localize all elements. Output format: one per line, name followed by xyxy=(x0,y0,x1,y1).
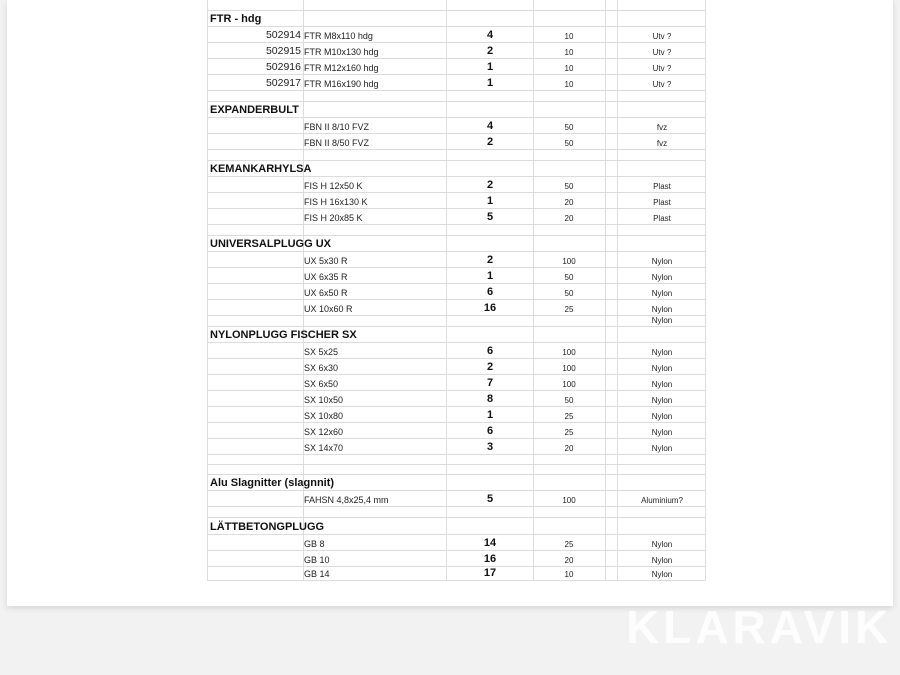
material: fvz xyxy=(656,123,668,132)
column-divider xyxy=(617,455,618,464)
column-divider xyxy=(303,507,304,517)
pack-size xyxy=(533,316,605,326)
pack-size: 10 xyxy=(564,32,574,41)
item-description: FTR M10x130 hdg xyxy=(304,47,379,57)
column-divider xyxy=(605,75,606,90)
column-divider xyxy=(605,0,606,10)
article-code xyxy=(208,316,301,326)
material: Nylon xyxy=(651,412,673,421)
pack-size: 50 xyxy=(564,123,574,132)
table-row xyxy=(207,75,706,91)
column-divider xyxy=(605,316,606,326)
column-divider xyxy=(617,507,618,517)
article-code xyxy=(208,252,301,267)
item-description: GB 14 xyxy=(304,569,330,579)
section-header-row xyxy=(207,518,706,535)
column-divider xyxy=(605,391,606,406)
column-divider xyxy=(605,268,606,283)
pack-size: 20 xyxy=(564,214,574,223)
pack-size: 100 xyxy=(562,364,576,373)
column-divider xyxy=(303,316,304,326)
item-description: FTR M16x190 hdg xyxy=(304,79,379,89)
material: Utv ? xyxy=(652,32,672,41)
column-divider xyxy=(303,91,304,101)
column-divider xyxy=(617,102,618,117)
quantity: 2 xyxy=(486,361,494,373)
item-description: FTR M8x110 hdg xyxy=(304,31,373,41)
material: Nylon xyxy=(651,305,673,314)
blank-row xyxy=(207,455,706,465)
column-divider xyxy=(617,225,618,235)
column-divider xyxy=(605,118,606,133)
pack-size: 100 xyxy=(562,380,576,389)
table-row xyxy=(207,177,706,193)
material: Utv ? xyxy=(652,64,672,73)
table-row xyxy=(207,27,706,43)
watermark-logo: KLARAVIK xyxy=(626,601,893,653)
column-divider xyxy=(605,343,606,358)
column-divider xyxy=(617,0,618,10)
pack-size: 100 xyxy=(562,348,576,357)
article-code xyxy=(208,407,301,422)
table-row xyxy=(207,439,706,455)
column-divider xyxy=(533,102,534,117)
column-divider xyxy=(617,91,618,101)
pack-size: 50 xyxy=(564,139,574,148)
quantity: 1 xyxy=(486,195,494,207)
column-divider xyxy=(617,236,618,251)
quantity: 1 xyxy=(486,409,494,421)
column-divider xyxy=(446,327,447,342)
column-divider xyxy=(605,359,606,374)
column-divider xyxy=(303,150,304,160)
pack-size: 25 xyxy=(564,305,574,314)
item-description: UX 6x35 R xyxy=(304,272,348,282)
table-row xyxy=(207,252,706,268)
quantity: 2 xyxy=(486,45,494,57)
article-code xyxy=(208,300,301,315)
column-divider xyxy=(605,150,606,160)
quantity: 4 xyxy=(486,120,494,132)
section-title: Alu Slagnitter (slagnnit) xyxy=(210,477,335,489)
blank-row xyxy=(207,91,706,102)
table-row xyxy=(207,491,706,507)
table-row xyxy=(207,284,706,300)
article-code: 502914 xyxy=(265,29,301,41)
quantity: 4 xyxy=(486,29,494,41)
column-divider xyxy=(533,475,534,490)
column-divider xyxy=(446,91,447,101)
column-divider xyxy=(605,439,606,454)
material: Aluminium? xyxy=(641,496,683,505)
column-divider xyxy=(605,11,606,26)
blank-row xyxy=(207,507,706,518)
table-row xyxy=(207,300,706,316)
article-code xyxy=(208,359,301,374)
blank-row xyxy=(207,225,706,236)
section-title: LÄTTBETONGPLUGG xyxy=(210,521,325,533)
quantity: 1 xyxy=(486,270,494,282)
item-description: SX 6x50 xyxy=(304,379,339,389)
quantity: 6 xyxy=(486,286,494,298)
pack-size: 100 xyxy=(562,257,576,266)
article-code xyxy=(208,134,301,149)
item-description: UX 6x50 R xyxy=(304,288,348,298)
column-divider xyxy=(303,465,304,474)
column-divider xyxy=(533,150,534,160)
column-divider xyxy=(303,0,304,10)
article-code xyxy=(208,551,301,566)
table-row xyxy=(207,375,706,391)
pack-size: 20 xyxy=(564,556,574,565)
item-description: FAHSN 4,8x25,4 mm xyxy=(304,495,389,505)
column-divider xyxy=(605,455,606,464)
material: fvz xyxy=(656,139,668,148)
column-divider xyxy=(605,475,606,490)
column-divider xyxy=(605,407,606,422)
item-description: SX 12x60 xyxy=(304,427,344,437)
column-divider xyxy=(303,102,304,117)
column-divider xyxy=(605,225,606,235)
column-divider xyxy=(617,327,618,342)
column-divider xyxy=(446,102,447,117)
quantity: 16 xyxy=(483,302,497,314)
quantity: 6 xyxy=(486,345,494,357)
item-description: FIS H 16x130 K xyxy=(304,197,368,207)
material: Nylon xyxy=(651,428,673,437)
item-description: FBN II 8/10 FVZ xyxy=(304,122,370,132)
column-divider xyxy=(533,507,534,517)
column-divider xyxy=(605,193,606,208)
column-divider xyxy=(446,465,447,474)
column-divider xyxy=(605,134,606,149)
blank-row xyxy=(207,0,706,11)
column-divider xyxy=(446,11,447,26)
column-divider xyxy=(605,423,606,438)
column-divider xyxy=(533,236,534,251)
section-title: FTR - hdg xyxy=(210,13,262,25)
section-title: KEMANKARHYLSA xyxy=(210,163,312,175)
material: Nylon xyxy=(651,556,673,565)
article-code xyxy=(208,567,301,580)
table-row xyxy=(207,343,706,359)
pack-size: 10 xyxy=(564,48,574,57)
column-divider xyxy=(605,465,606,474)
column-divider xyxy=(533,91,534,101)
material: Nylon xyxy=(651,289,673,298)
material: Nylon xyxy=(651,540,673,549)
pack-size: 20 xyxy=(564,444,574,453)
material: Nylon xyxy=(651,444,673,453)
material: Nylon xyxy=(651,257,673,266)
material: Utv ? xyxy=(652,80,672,89)
section-title: NYLONPLUGG FISCHER SX xyxy=(210,329,357,341)
section-header-row xyxy=(207,161,706,177)
column-divider xyxy=(533,0,534,10)
section-header-row xyxy=(207,11,706,27)
column-divider xyxy=(605,91,606,101)
item-description: SX 10x50 xyxy=(304,395,344,405)
column-divider xyxy=(605,551,606,566)
quantity: 1 xyxy=(486,61,494,73)
material: Nylon xyxy=(651,316,673,325)
column-divider xyxy=(303,11,304,26)
material: Nylon xyxy=(651,273,673,282)
table-row xyxy=(207,268,706,284)
column-divider xyxy=(533,465,534,474)
column-divider xyxy=(605,375,606,390)
article-code xyxy=(208,268,301,283)
column-divider xyxy=(533,11,534,26)
article-code xyxy=(208,284,301,299)
section-header-row xyxy=(207,102,706,118)
article-code xyxy=(208,193,301,208)
pack-size: 25 xyxy=(564,540,574,549)
column-divider xyxy=(533,455,534,464)
article-code xyxy=(208,439,301,454)
pack-size: 10 xyxy=(564,570,574,579)
section-title: UNIVERSALPLUGG UX xyxy=(210,238,332,250)
column-divider xyxy=(605,491,606,506)
column-divider xyxy=(446,150,447,160)
article-code: 502915 xyxy=(265,45,301,57)
column-divider xyxy=(605,300,606,315)
quantity: 16 xyxy=(483,553,497,565)
quantity: 17 xyxy=(483,567,497,579)
quantity: 5 xyxy=(486,211,494,223)
pack-size: 50 xyxy=(564,182,574,191)
item-description: GB 8 xyxy=(304,539,325,549)
column-divider xyxy=(446,507,447,517)
column-divider xyxy=(446,518,447,534)
column-divider xyxy=(617,161,618,176)
article-code: 502917 xyxy=(265,77,301,89)
column-divider xyxy=(617,475,618,490)
pack-size: 25 xyxy=(564,412,574,421)
material: Nylon xyxy=(651,570,673,579)
pack-size: 25 xyxy=(564,428,574,437)
article-code xyxy=(208,118,301,133)
pack-size: 100 xyxy=(562,496,576,505)
material: Plast xyxy=(653,214,671,223)
column-divider xyxy=(303,225,304,235)
blank-row xyxy=(207,465,706,475)
column-divider xyxy=(533,518,534,534)
column-divider xyxy=(605,43,606,58)
column-divider xyxy=(533,225,534,235)
section-header-row xyxy=(207,475,706,491)
item-description: SX 6x30 xyxy=(304,363,339,373)
item-description: UX 10x60 R xyxy=(304,304,353,314)
column-divider xyxy=(605,252,606,267)
item-description: GB 10 xyxy=(304,555,330,565)
item-description: SX 14x70 xyxy=(304,443,344,453)
document-page xyxy=(7,0,893,606)
quantity: 2 xyxy=(486,254,494,266)
table-row xyxy=(207,193,706,209)
column-divider xyxy=(446,455,447,464)
column-divider xyxy=(605,284,606,299)
pack-size: 50 xyxy=(564,273,574,282)
table-row xyxy=(207,567,706,581)
item-description: FTR M12x160 hdg xyxy=(304,63,379,73)
pack-size: 20 xyxy=(564,198,574,207)
column-divider xyxy=(446,475,447,490)
column-divider xyxy=(446,225,447,235)
column-divider xyxy=(605,102,606,117)
table-row xyxy=(207,391,706,407)
article-code: 502916 xyxy=(265,61,301,73)
column-divider xyxy=(605,518,606,534)
table-row xyxy=(207,423,706,439)
quantity xyxy=(447,316,533,326)
column-divider xyxy=(303,455,304,464)
material: Plast xyxy=(653,182,671,191)
item-description: UX 5x30 R xyxy=(304,256,348,266)
column-divider xyxy=(446,236,447,251)
column-divider xyxy=(605,327,606,342)
table-row xyxy=(207,134,706,150)
item-description: FIS H 20x85 K xyxy=(304,213,363,223)
material: Nylon xyxy=(651,396,673,405)
quantity: 14 xyxy=(483,537,497,549)
quantity: 8 xyxy=(486,393,494,405)
column-divider xyxy=(605,59,606,74)
table-row xyxy=(207,551,706,567)
item-description: SX 5x25 xyxy=(304,347,339,357)
item-description: SX 10x80 xyxy=(304,411,344,421)
item-description: FIS H 12x50 K xyxy=(304,181,363,191)
column-divider xyxy=(605,507,606,517)
table-row xyxy=(207,407,706,423)
pack-size: 50 xyxy=(564,396,574,405)
column-divider xyxy=(617,518,618,534)
table-row xyxy=(207,43,706,59)
article-code xyxy=(208,343,301,358)
column-divider xyxy=(605,535,606,550)
pack-size: 50 xyxy=(564,289,574,298)
column-divider xyxy=(533,327,534,342)
item-description: FBN II 8/50 FVZ xyxy=(304,138,370,148)
section-header-row xyxy=(207,327,706,343)
table-row xyxy=(207,118,706,134)
column-divider xyxy=(617,465,618,474)
column-divider xyxy=(605,27,606,42)
column-divider xyxy=(605,177,606,192)
article-code xyxy=(208,535,301,550)
table-row xyxy=(207,316,706,327)
quantity: 6 xyxy=(486,425,494,437)
quantity: 3 xyxy=(486,441,494,453)
pack-size: 10 xyxy=(564,80,574,89)
quantity: 2 xyxy=(486,136,494,148)
material: Nylon xyxy=(651,380,673,389)
quantity: 2 xyxy=(486,179,494,191)
material: Utv ? xyxy=(652,48,672,57)
table-row xyxy=(207,359,706,375)
quantity: 7 xyxy=(486,377,494,389)
material: Nylon xyxy=(651,364,673,373)
table-row xyxy=(207,209,706,225)
column-divider xyxy=(533,161,534,176)
section-header-row xyxy=(207,236,706,252)
quantity: 5 xyxy=(486,493,494,505)
column-divider xyxy=(605,236,606,251)
column-divider xyxy=(605,209,606,224)
quantity: 1 xyxy=(486,77,494,89)
section-title: EXPANDERBULT xyxy=(210,104,299,116)
column-divider xyxy=(446,161,447,176)
blank-row xyxy=(207,150,706,161)
column-divider xyxy=(605,567,606,580)
article-code xyxy=(208,375,301,390)
column-divider xyxy=(617,11,618,26)
article-code xyxy=(208,209,301,224)
article-code xyxy=(208,391,301,406)
column-divider xyxy=(605,161,606,176)
table-row xyxy=(207,535,706,551)
table-row xyxy=(207,59,706,75)
material: Nylon xyxy=(651,348,673,357)
material: Plast xyxy=(653,198,671,207)
pack-size: 10 xyxy=(564,64,574,73)
column-divider xyxy=(617,150,618,160)
article-code xyxy=(208,423,301,438)
article-code xyxy=(208,177,301,192)
article-code xyxy=(208,491,301,506)
column-divider xyxy=(446,0,447,10)
